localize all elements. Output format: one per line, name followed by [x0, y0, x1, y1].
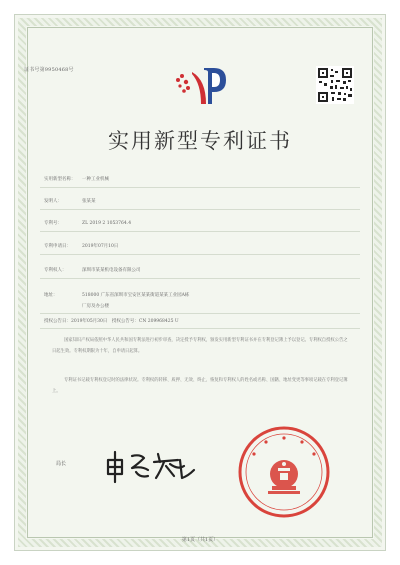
field-value: 厂房及办公楼	[82, 304, 109, 309]
field-value: 518000 广东省深圳市宝安区某某街道某某工业园A栋	[82, 293, 190, 298]
qr-code-icon	[316, 66, 354, 104]
divider	[40, 313, 360, 314]
divider	[40, 278, 360, 279]
field-label: 专利号：	[44, 221, 62, 226]
field-value: 深圳市某某机电设备有限公司	[82, 268, 141, 273]
divider	[40, 328, 360, 329]
field-value: 张某某	[82, 199, 96, 204]
divider	[40, 209, 360, 210]
field-inventor	[44, 198, 96, 204]
official-seal-icon	[236, 424, 332, 520]
field-patent-number	[44, 220, 131, 226]
grant-date-line: 授权公告日：2019年05月30日 授权公告号：CN 209968425 U	[44, 319, 179, 324]
field-application-date	[44, 243, 118, 249]
divider	[40, 187, 360, 188]
field-label: 实用新型名称：	[44, 177, 76, 182]
signer-title: 局长	[56, 461, 67, 467]
field-label: 地址：	[44, 293, 58, 298]
field-label: 专利申请日：	[44, 244, 71, 249]
field-value: ZL 2019 2 1053764.4	[82, 221, 132, 226]
field-patentee	[44, 267, 141, 273]
certificate-number: 证书号第9950468号	[24, 67, 74, 73]
paragraph-grant: 国家知识产权局依照中华人民共和国专利法进行初步审查，决定授予专利权，颁发实用新型专利证书并在专利登记簿上予以登记。专利权自授权公告之日起生效。专利权期限为十年，自申请日起算。	[52, 338, 348, 354]
divider	[40, 254, 360, 255]
field-address	[44, 292, 189, 298]
field-value: 2019年07月10日	[82, 244, 119, 249]
signature-icon	[102, 448, 202, 484]
paragraph-legal-status: 专利证书记载专利权登记时的法律状况。专利权的转移、质押、无效、终止、恢复和专利权人的姓名或名称、国籍、地址变更等事项记载在专利登记簿上。	[52, 378, 348, 394]
certificate-title: 实用新型专利证书	[108, 129, 292, 153]
divider	[40, 231, 360, 232]
field-label: 发明人：	[44, 199, 62, 204]
field-label: 专利权人：	[44, 268, 67, 273]
page-footer: 第1页（共1页）	[181, 537, 219, 543]
field-address-cont	[44, 303, 109, 309]
field-value: 一种工业机械	[82, 177, 109, 182]
cnipa-logo-icon	[168, 60, 232, 110]
field-utility-name	[44, 176, 109, 182]
